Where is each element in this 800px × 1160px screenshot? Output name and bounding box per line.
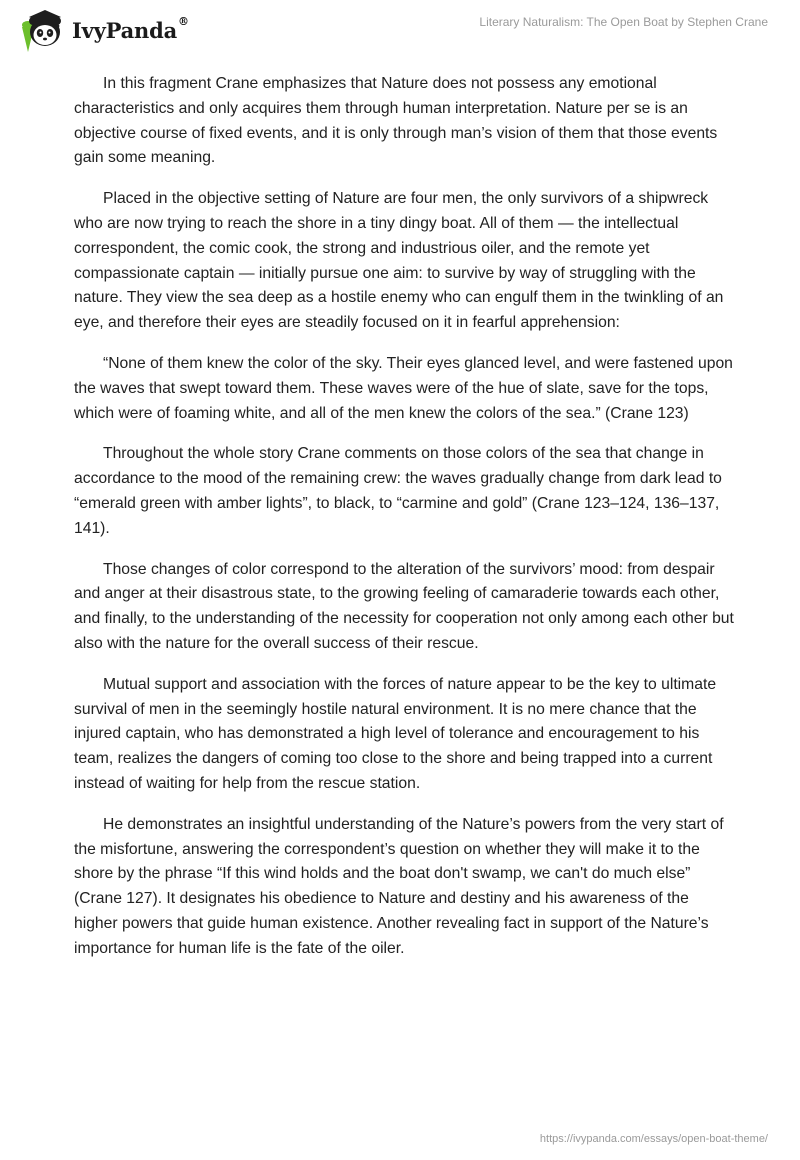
ivypanda-logo[interactable] [14,8,189,52]
paragraph: Placed in the objective setting of Nature are four men, the only survivors of a shipwreck who are now trying to reach the shore in a tiny dingy boat. All of them — the intellectual correspondent, the comic cook, the strong and industrious oiler, and the remote yet compassionate captain — initially pursue one aim: to survive by way of struggling with the nature. They view the sea deep as a hostile enemy who can engulf them in the twinkling of an eye, and therefore their eyes are steadily focused on it in fearful apprehension: [74,190,724,332]
source-url-link[interactable]: https://ivypanda.com/essays/open-boat-theme/ [539,1133,768,1145]
document-title: Literary Naturalism: The Open Boat by Stephen Crane [479,15,768,29]
paragraph: Mutual support and association with the forces of nature appear to be the key to ultimate survival of men in the seemingly hostile natural environment. It is no mere chance that the injured captain, who has demonstrated a high level of tolerance and encouragement to his team, realizes the dangers of coming too close to the shore and being trapped into a current instead of waiting for help from the rescue station. [74,675,717,792]
paragraph: Those changes of color correspond to the alteration of the survivors’ mood: from despair and anger at their disastrous state, to the growing feeling of camaraderie towards each other, and finally, to the understanding of the necessity for cooperation not only among each other but also with the nature for the overall success of their rescue. [74,560,734,652]
paragraph: In this fragment Crane emphasizes that Nature does not possess any emotional characteristics and only acquires them through human interpretation. Nature per se is an objective course of fixed events, and it is only through man’s vision of them that those events gain some meaning. [74,75,718,167]
paragraph: Throughout the whole story Crane comments on those colors of the sea that change in accordance to the mood of the remaining crew: the waves gradually change from dark lead to “emerald green with amber lights”, to black, to “carmine and gold” (Crane 123–124, 136–137, 141). [74,445,722,537]
paragraph: He demonstrates an insightful understanding of the Nature’s powers from the very start of the misfortune, answering the correspondent’s question on whether they will make it to the shore by the phrase “If this wind holds and the boat don't swamp, we can't do much else” (Crane 127). It designates his obedience to Nature and destiny and his awareness of the higher powers that guide human existence. Another revealing fact in support of the Nature’s importance for human life is the fate of the oiler. [74,815,724,957]
block-quote-paragraph: “None of them knew the color of the sky. Their eyes glanced level, and were fastened upon the waves that swept toward them. These waves were of the hue of slate, save for the tops, which were of foaming white, and all of the men knew the colors of the sea.” (Crane 123) [74,354,733,422]
page-header [0,0,800,60]
brand-name: IvyPanda® [72,14,189,43]
essay-body [74,72,734,978]
panda-graduate-icon [14,8,66,52]
registered-mark: ® [178,14,189,28]
